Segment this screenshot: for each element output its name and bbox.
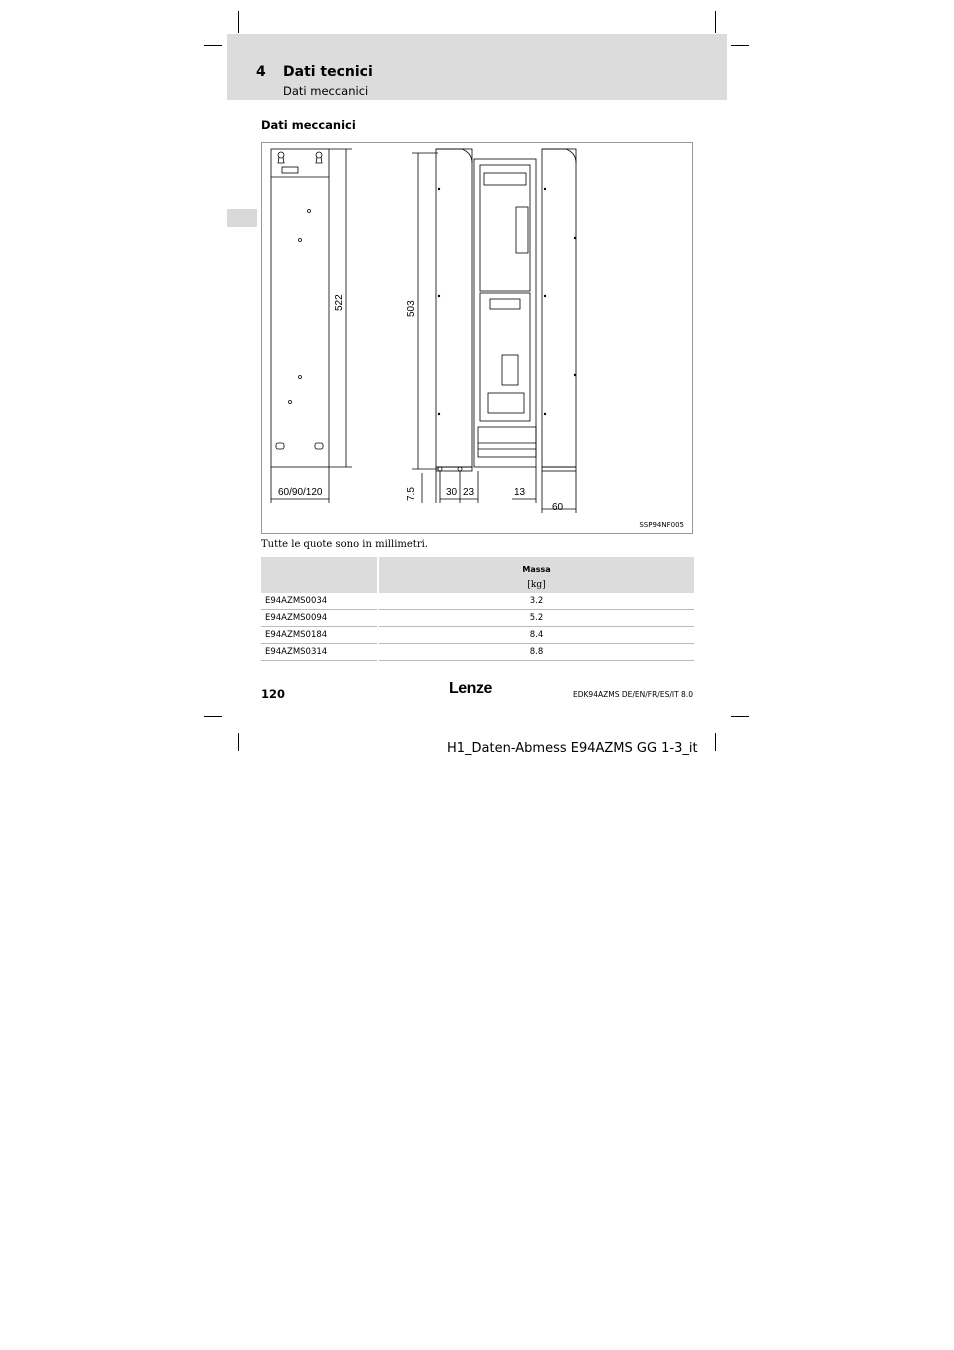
crop-mark [731,716,749,717]
dim-label-13: 13 [514,487,526,498]
table-cell-model: E94AZMS0034 [261,593,378,610]
page-number: 120 [261,687,286,701]
table-header-mass [378,557,694,593]
dim-label-width: 60/90/120 [278,487,323,498]
dim-label-7-5: 7.5 [406,487,417,501]
figure-id: SSP94NF005 [639,521,684,529]
chapter-tab-marker [227,209,257,227]
table-header-title: Massa [522,564,551,574]
dim-label-30: 30 [446,487,458,498]
table-cell-mass: 8.8 [378,644,694,661]
crop-mark [238,733,239,751]
dim-label-522: 522 [334,294,345,311]
dim-label-503: 503 [406,300,417,317]
crop-mark [204,45,222,46]
side-view-right [542,149,576,467]
brand-logo: Lenze [449,680,492,697]
section-title: Dati meccanici [261,118,356,132]
dimension-drawing [261,142,693,534]
table-row [261,593,694,610]
table-cell-mass: 8.4 [378,627,694,644]
crop-mark [715,11,716,33]
table-header-row [261,557,694,593]
dim-label-23: 23 [463,487,475,498]
table-cell-mass: 5.2 [378,610,694,627]
front-view-panel [271,149,329,467]
table-cell-model: E94AZMS0094 [261,610,378,627]
table-row [261,610,694,627]
table-header-unit: [kg] [527,579,546,590]
crop-mark [715,733,716,751]
file-identifier: H1_Daten-Abmess E94AZMS GG 1-3_it [447,741,698,756]
chapter-number: 4 [256,64,266,80]
side-view-left [436,149,472,467]
dim-label-60: 60 [552,502,564,513]
table-row [261,644,694,661]
dimension-drawing-svg [262,143,694,535]
chapter-title: Dati tecnici [283,64,373,80]
table-header-empty [261,557,378,593]
figure-caption: Tutte le quote sono in millimetri. [261,539,428,550]
table-row [261,627,694,644]
table-cell-model: E94AZMS0184 [261,627,378,644]
table-cell-model: E94AZMS0314 [261,644,378,661]
crop-mark [238,11,239,33]
crop-mark [204,716,222,717]
chapter-subtitle: Dati meccanici [283,84,369,98]
mass-table [261,557,694,661]
document-code: EDK94AZMS DE/EN/FR/ES/IT 8.0 [573,690,693,699]
table-cell-mass: 3.2 [378,593,694,610]
crop-mark [731,45,749,46]
